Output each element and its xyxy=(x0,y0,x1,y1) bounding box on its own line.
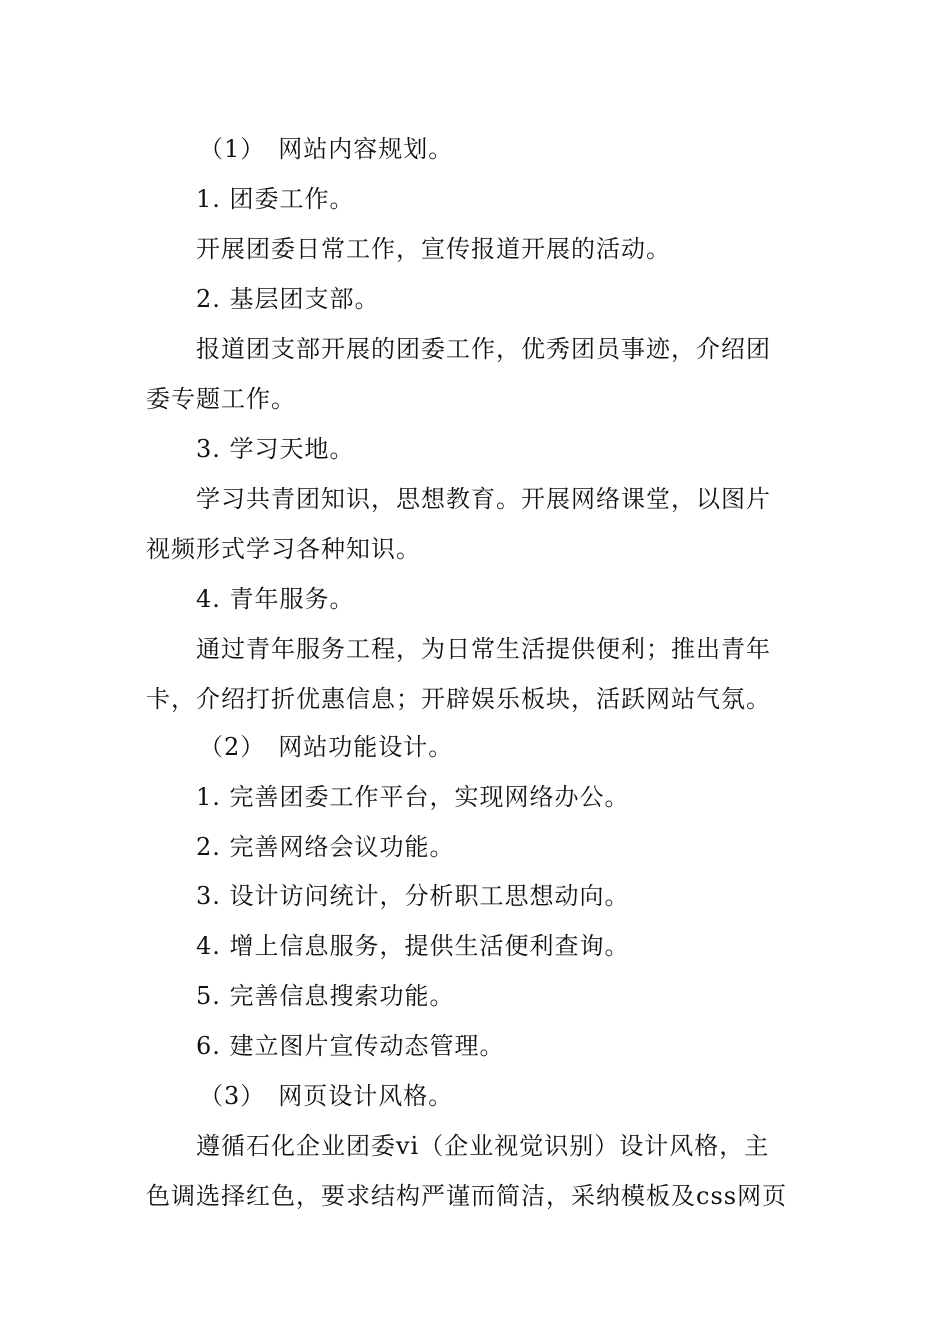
paragraph-line: 遵循石化企业团委vi（企业视觉识别）设计风格，主 xyxy=(196,1132,770,1160)
list-item-3: 3. 学习天地。 xyxy=(196,435,355,463)
paragraph-line: 报道团支部开展的团委工作，优秀团员事迹，介绍团 xyxy=(196,335,771,363)
list-item-4: 4. 增上信息服务，提供生活便利查询。 xyxy=(196,932,630,960)
section-heading-1: （1） 网站内容规划。 xyxy=(199,135,454,163)
list-item-4: 4. 青年服务。 xyxy=(196,585,355,613)
paragraph-line: 卡，介绍打折优惠信息；开辟娱乐板块，活跃网站气氛。 xyxy=(146,685,771,713)
list-item-6: 6. 建立图片宣传动态管理。 xyxy=(196,1032,505,1060)
list-item-2: 2. 基层团支部。 xyxy=(196,285,380,313)
paragraph-line: 色调选择红色，要求结构严谨而简洁，采纳模板及css网页 xyxy=(146,1182,788,1210)
section-heading-3: （3） 网页设计风格。 xyxy=(199,1082,454,1110)
list-item-3: 3. 设计访问统计，分析职工思想动向。 xyxy=(196,882,630,910)
paragraph-line: 视频形式学习各种知识。 xyxy=(146,535,421,563)
paragraph-line: 通过青年服务工程，为日常生活提供便利；推出青年 xyxy=(196,635,771,663)
paragraph-line: 学习共青团知识，思想教育。开展网络课堂，以图片 xyxy=(196,485,771,513)
list-item-5: 5. 完善信息搜索功能。 xyxy=(196,982,455,1010)
list-item-1: 1. 团委工作。 xyxy=(196,185,355,213)
section-heading-2: （2） 网站功能设计。 xyxy=(199,733,454,761)
list-item-1: 1. 完善团委工作平台，实现网络办公。 xyxy=(196,783,630,811)
paragraph-line: 开展团委日常工作，宣传报道开展的活动。 xyxy=(196,235,671,263)
list-item-2: 2. 完善网络会议功能。 xyxy=(196,833,455,861)
paragraph-line: 委专题工作。 xyxy=(146,385,296,413)
